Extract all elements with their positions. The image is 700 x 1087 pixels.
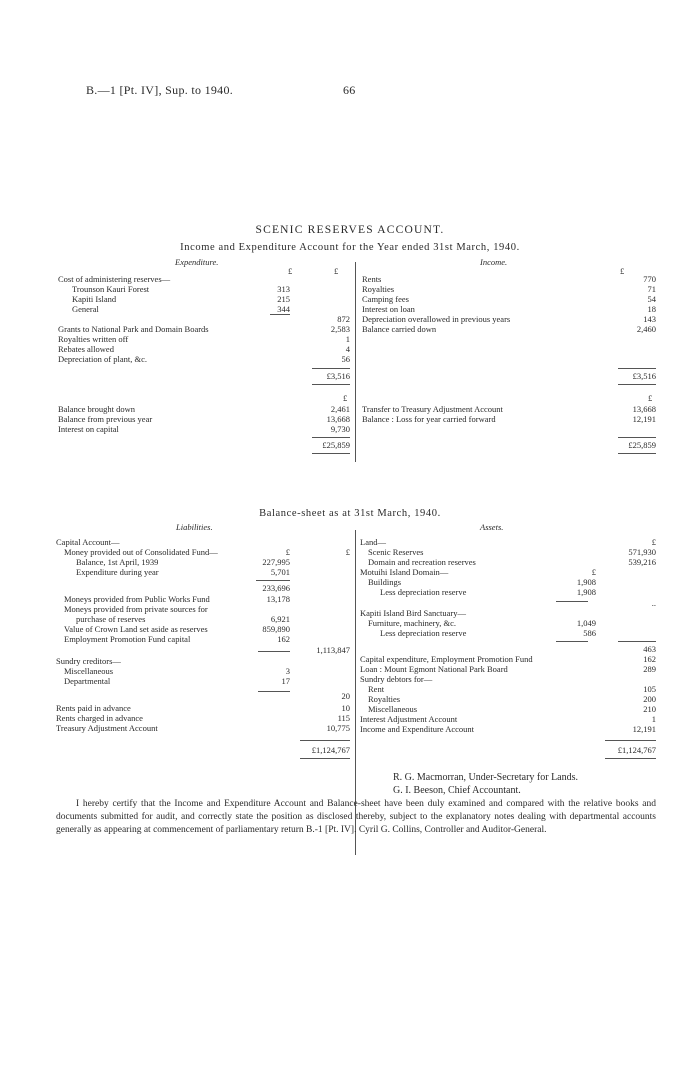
row-amount: 1 — [651, 714, 656, 724]
table-row — [360, 618, 656, 628]
table-row — [360, 537, 656, 547]
rule — [258, 651, 290, 652]
row-label: Motuihi Island Domain— — [360, 567, 449, 577]
table-row — [56, 547, 350, 557]
table-row — [362, 404, 656, 414]
table-row — [56, 666, 350, 676]
table-row — [362, 414, 656, 424]
row-amount: 71 — [647, 284, 656, 294]
table-row — [56, 537, 350, 547]
row-label: Balance brought down — [58, 404, 135, 414]
row-label: Rent — [368, 684, 385, 694]
bs-subtitle: Balance-sheet as at 31st March, 1940. — [259, 508, 441, 519]
row-label: Employment Promotion Fund capital — [64, 634, 191, 644]
table-row — [56, 645, 350, 655]
row-label: Kapiti Island Bird Sanctuary— — [360, 608, 466, 618]
row-amount: 143 — [643, 314, 656, 324]
row-amount: 233,696 — [262, 583, 290, 593]
row-label: Royalties written off — [58, 334, 129, 344]
row-amount: 162 — [277, 634, 290, 644]
table-row — [360, 628, 656, 638]
row-label: Miscellaneous — [64, 666, 114, 676]
row-amount: £ — [285, 547, 290, 557]
table-row — [56, 703, 350, 713]
row-label: Trounson Kauri Forest — [72, 284, 150, 294]
row-label: Domain and recreation reserves — [368, 557, 476, 567]
row-amount: 13,178 — [266, 594, 290, 604]
row-amount: 227,995 — [262, 557, 290, 567]
table-row — [58, 354, 350, 364]
row-amount: 1,908 — [576, 587, 596, 597]
table-row — [56, 567, 350, 577]
table-row — [362, 304, 656, 314]
table-row — [58, 324, 350, 334]
row-label: Buildings — [368, 577, 402, 587]
row-amount: 6,921 — [270, 614, 290, 624]
table-row — [360, 664, 656, 674]
rule — [256, 580, 290, 581]
row-amount: 1,113,847 — [316, 645, 350, 655]
table-row — [360, 684, 656, 694]
column-divider — [355, 262, 356, 462]
table-row — [360, 608, 656, 618]
expenditure-heading: Expenditure. — [175, 257, 219, 267]
row-label: Balance from previous year — [58, 414, 153, 424]
row-label: Loan : Mount Egmont National Park Board — [360, 664, 508, 674]
table-row — [56, 583, 350, 593]
liabilities-heading: Liabilities. — [176, 522, 213, 532]
rule — [556, 601, 588, 602]
table-row — [360, 704, 656, 714]
row-label: Camping fees — [362, 294, 409, 304]
row-label: Royalties — [368, 694, 401, 704]
assets-heading: Assets. — [480, 522, 504, 532]
rule — [618, 437, 656, 438]
row-label: Sundry creditors— — [56, 656, 121, 666]
row-amount: 2,461 — [330, 404, 350, 414]
row-label: Miscellaneous — [368, 704, 418, 714]
row-amount: £ — [345, 547, 350, 557]
row-amount: 571,930 — [628, 547, 656, 557]
row-amount: 2,583 — [330, 324, 350, 334]
table-row — [58, 314, 350, 324]
row-label: Interest on loan — [362, 304, 415, 314]
row-label: Expenditure during year — [76, 567, 159, 577]
rule — [556, 641, 588, 642]
income-total-row-2 — [362, 440, 656, 450]
row-amount: 12,191 — [632, 724, 656, 734]
table-row — [58, 294, 350, 304]
ie-subtitle: Income and Expenditure Account for the Year ended 31st March, 1940. — [180, 242, 520, 253]
row-label: Land— — [360, 537, 386, 547]
row-amount: 18 — [647, 304, 656, 314]
row-label: Moneys provided from Public Works Fund — [64, 594, 210, 604]
row-amount: 313 — [277, 284, 290, 294]
page-title: SCENIC RESERVES ACCOUNT. — [255, 224, 445, 236]
row-label: Furniture, machinery, &c. — [368, 618, 456, 628]
row-label: Less depreciation reserve — [380, 628, 467, 638]
table-row — [58, 304, 350, 314]
assets-total-row — [360, 745, 656, 755]
row-label: Sundry debtors for— — [360, 674, 433, 684]
rule — [258, 691, 290, 692]
row-label: purchase of reserves — [76, 614, 146, 624]
row-label: Treasury Adjustment Account — [56, 723, 158, 733]
table-row — [360, 598, 656, 608]
page-number: 66 — [343, 83, 356, 97]
expenditure-total-row-2 — [58, 440, 350, 450]
table-row — [360, 577, 656, 587]
row-amount: 770 — [643, 274, 656, 284]
table-row — [360, 654, 656, 664]
row-label: Transfer to Treasury Adjustment Account — [362, 404, 503, 414]
row-amount: 13,668 — [326, 414, 350, 424]
table-row — [362, 324, 656, 334]
rule — [605, 740, 656, 741]
row-label: Departmental — [64, 676, 111, 686]
pound-sign: £ — [343, 393, 348, 403]
table-row — [58, 334, 350, 344]
table-row — [58, 344, 350, 354]
table-row — [362, 294, 656, 304]
table-row — [56, 691, 350, 701]
table-row — [360, 567, 656, 577]
row-amount: 586 — [583, 628, 596, 638]
rule — [312, 384, 350, 385]
row-amount: 872 — [337, 314, 350, 324]
row-label: Balance, 1st April, 1939 — [76, 557, 159, 567]
row-amount: 1 — [345, 334, 350, 344]
rule — [312, 437, 350, 438]
audit-certificate: I hereby certify that the Income and Expenditure Account and Balance-sheet have been duly examined and compared with the relative books and documents submitted for audit, and correctly state the position as disclosed thereby, subject to the explanatory notes dealing with departmental accounts generally as appearing at commencement of parliamentary return B.-1 [Pt. IV]. Cyril G. Collins, Controller and Auditor-General. — [56, 799, 656, 835]
table-row — [56, 676, 350, 686]
row-label: Money provided out of Consolidated Fund— — [64, 547, 218, 557]
row-label: Moneys provided from private sources for — [64, 604, 208, 614]
table-row — [56, 624, 350, 634]
row-amount: 859,890 — [262, 624, 290, 634]
table-row — [56, 614, 350, 624]
row-amount: 20 — [341, 691, 350, 701]
liabilities-total: £1,124,767 — [311, 745, 350, 755]
row-amount: 3 — [285, 666, 290, 676]
table-row — [58, 404, 350, 414]
row-label: Capital expenditure, Employment Promotion Fund — [360, 654, 533, 664]
rule — [605, 758, 656, 759]
row-label: General — [72, 304, 99, 314]
row-label: Kapiti Island — [72, 294, 117, 304]
table-row — [56, 713, 350, 723]
rule — [300, 740, 350, 741]
income-total-2: £25,859 — [628, 440, 656, 450]
row-amount: 289 — [643, 664, 656, 674]
rule — [618, 384, 656, 385]
table-row — [360, 714, 656, 724]
row-amount: 539,216 — [628, 557, 656, 567]
row-label: Rents paid in advance — [56, 703, 131, 713]
table-row — [360, 644, 656, 654]
row-label: Capital Account— — [56, 537, 120, 547]
table-row — [58, 424, 350, 434]
row-amount: £ — [591, 567, 596, 577]
row-label: Value of Crown Land set aside as reserves — [64, 624, 208, 634]
row-amount: 215 — [277, 294, 290, 304]
income-total: £3,516 — [632, 371, 656, 381]
row-amount: 115 — [337, 713, 350, 723]
row-amount: £ — [651, 537, 656, 547]
row-amount: 4 — [345, 344, 350, 354]
table-row — [56, 594, 350, 604]
row-label: Depreciation of plant, &c. — [58, 354, 147, 364]
table-row — [58, 274, 350, 284]
table-row — [360, 724, 656, 734]
row-amount: 463 — [643, 644, 656, 654]
row-amount: 13,668 — [632, 404, 656, 414]
document-reference: B.—1 [Pt. IV], Sup. to 1940. — [86, 83, 234, 97]
row-label: Rents — [362, 274, 382, 284]
table-row — [360, 694, 656, 704]
row-label: Interest on capital — [58, 424, 119, 434]
row-amount: 17 — [281, 676, 290, 686]
signature-under-secretary: R. G. Macmorran, Under-Secretary for Lands. — [393, 772, 579, 783]
row-amount: 9,730 — [330, 424, 350, 434]
table-row — [362, 274, 656, 284]
row-amount: 5,701 — [270, 567, 290, 577]
pound-sign: £ — [288, 266, 293, 276]
table-row — [58, 414, 350, 424]
table-row — [360, 557, 656, 567]
rule — [312, 368, 350, 369]
rule — [300, 758, 350, 759]
expenditure-total-2: £25,859 — [322, 440, 350, 450]
rule — [312, 453, 350, 454]
row-amount: 344 — [277, 304, 290, 314]
row-label: Balance : Loss for year carried forward — [362, 414, 496, 424]
rule — [270, 314, 290, 315]
row-label: Cost of administering reserves— — [58, 274, 171, 284]
income-heading: Income. — [480, 257, 508, 267]
table-row — [360, 587, 656, 597]
table-row — [360, 547, 656, 557]
row-label: Income and Expenditure Account — [360, 724, 475, 734]
rule — [618, 368, 656, 369]
expenditure-total-row — [58, 371, 350, 381]
table-row — [56, 604, 350, 614]
row-label: Rebates allowed — [58, 344, 114, 354]
table-row — [360, 674, 656, 684]
row-amount: 210 — [643, 704, 656, 714]
row-amount: 54 — [647, 294, 656, 304]
table-row — [56, 634, 350, 644]
income-total-row — [362, 371, 656, 381]
table-row — [56, 557, 350, 567]
liabilities-total-row — [56, 745, 350, 755]
assets-total: £1,124,767 — [617, 745, 656, 755]
row-amount: 200 — [643, 694, 656, 704]
table-row — [58, 284, 350, 294]
row-label: Balance carried down — [362, 324, 437, 334]
table-row — [56, 656, 350, 666]
row-label: Interest Adjustment Account — [360, 714, 458, 724]
row-label: Less depreciation reserve — [380, 587, 467, 597]
row-label: Rents charged in advance — [56, 713, 143, 723]
row-amount: 1,908 — [576, 577, 596, 587]
rule — [618, 641, 656, 642]
signature-accountant: G. I. Beeson, Chief Accountant. — [393, 785, 521, 796]
pound-sign: £ — [334, 266, 339, 276]
table-row — [56, 723, 350, 733]
row-amount: 105 — [643, 684, 656, 694]
rule — [618, 453, 656, 454]
pound-sign: £ — [648, 393, 653, 403]
row-amount: 1,049 — [576, 618, 596, 628]
expenditure-total: £3,516 — [326, 371, 350, 381]
table-row — [362, 284, 656, 294]
pound-sign: £ — [620, 266, 625, 276]
row-amount: 162 — [643, 654, 656, 664]
row-label: Royalties — [362, 284, 395, 294]
row-amount: 10,775 — [326, 723, 350, 733]
row-label: Depreciation overallowed in previous years — [362, 314, 511, 324]
row-amount: 12,191 — [632, 414, 656, 424]
row-amount: 56 — [341, 354, 350, 364]
row-amount: 2,460 — [636, 324, 656, 334]
row-label: Grants to National Park and Domain Boards — [58, 324, 209, 334]
row-amount: .. — [651, 598, 656, 608]
row-label: Scenic Reserves — [368, 547, 424, 557]
row-amount: 10 — [341, 703, 350, 713]
table-row — [362, 314, 656, 324]
